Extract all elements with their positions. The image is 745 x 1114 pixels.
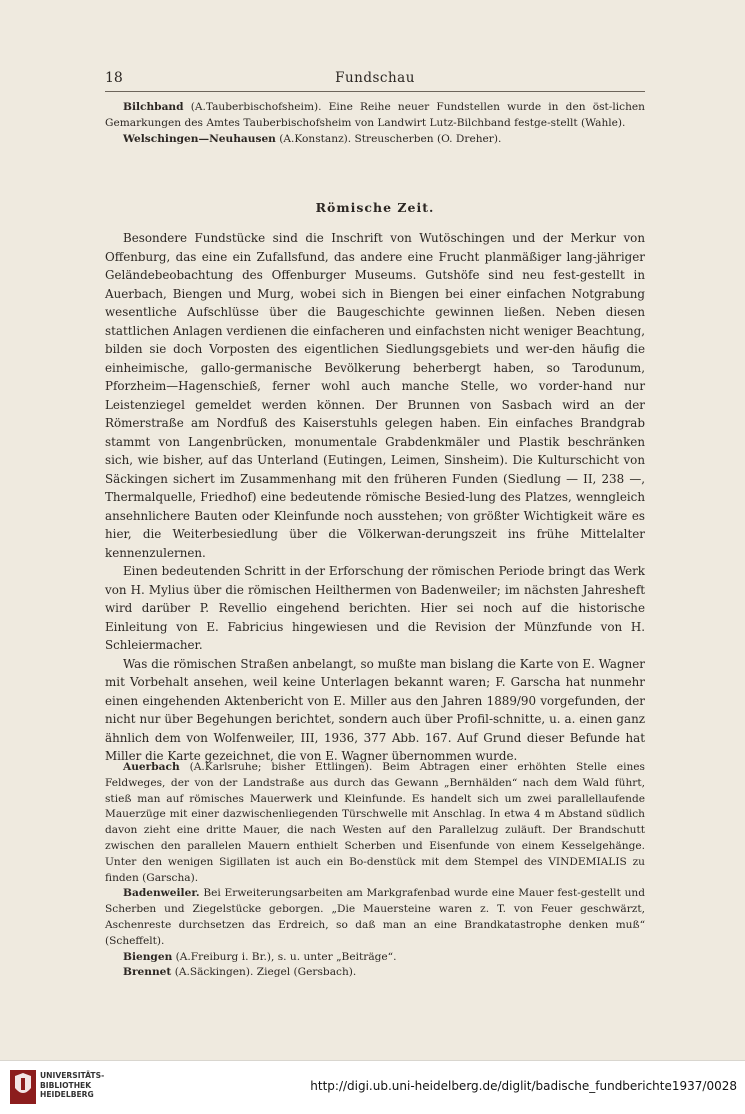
entry-badenweiler (105, 886, 645, 949)
paragraph: Einen bedeutenden Schritt in der Erforschung der römischen Periode bringt das Werk von H. Mylius über die römischen Heilthermen von Badenweiler; im nächsten Jahresheft wird darüber P. Revellio eingehend berichten. Hier sei noch auf die historische Einleitung von E. Fabricius hingewiesen und die Revision der Münzfunde von H. Schleiermacher. (105, 564, 645, 652)
viewer-footer (0, 1060, 745, 1114)
entry-place: Biengen (123, 950, 173, 963)
entry-place: Welschingen—Neuhausen (123, 132, 276, 145)
main-text (105, 229, 645, 766)
entry-text: (A.Konstanz). Streuscherben (O. Dreher). (275, 132, 502, 145)
header-rule (105, 91, 645, 92)
entry-place: Badenweiler. (123, 887, 200, 900)
entry-text: Bei Erweiterungsarbeiten am Markgrafenbad wurde eine Mauer fest-gestellt und Scherben und Ziegelstücke geborgen. „Die Mauersteine waren z. T. von Feuer geschwärzt, Aschenreste durchsetzen das Erdreich, so daß man an eine Brandkatastrophe denken muß“ (Scheffelt). (105, 887, 645, 947)
entry-brennet (105, 965, 645, 981)
page-header (105, 70, 645, 90)
entry-text: (A.Karlsruhe; bisher Ettlingen). Beim Abtragen einer erhöhten Stelle eines Feldweges, der von der Landstraße aus durch das Gewann „Bernhälden“ nach dem Wald führt, stieß man auf römisches Mauerwerk und Kleinfunde. Es handelt sich um zwei parallellaufende Mauerzüge mit einer dazwischenliegenden Türschwelle mit Anschlag. In etwa 4 m Abstand südlich davon zieht eine dritte Mauer, die nach Westen auf den Parallelzug zuläuft. Der Brandschutt zwischen den parallelen Mauern enthielt Scherben und Eisenfunde von einem Kesselgehänge. Unter den wenigen Sigillaten ist auch ein Bo-denstück mit dem Stempel des VINDEMIALIS zu finden (Garscha). (105, 761, 645, 884)
document-url[interactable]: http://digi.ub.uni-heidelberg.de/diglit/badische_fundberichte1937/0028 (310, 1079, 737, 1093)
entry-auerbach (105, 760, 645, 886)
entries-bottom (105, 760, 645, 981)
entry-text: (A.Säckingen). Ziegel (Gersbach). (171, 966, 357, 979)
entry-place: Auerbach (123, 761, 180, 773)
paragraph: Was die römischen Straßen anbelangt, so mußte man bislang die Karte von E. Wagner mit Vorbehalt ansehen, weil keine Unterlagen bekannt waren; F. Garscha hat nunmehr einen eingehenden Aktenbericht von E. Miller aus den Jahren 1889/90 vorgefunden, der nicht nur über Begehungen berichtet, sondern auch über Profil-schnitte, u. a. einen ganz ähnlich dem von Wolfenweiler, III, 1936, 377 Abb. 167. Auf Grund dieser Befunde hat Miller die Karte gezeichnet, die von E. Wagner übernommen wurde. (105, 656, 645, 763)
running-head: Fundschau (335, 70, 415, 86)
entries-top (105, 100, 645, 147)
section-title: Römische Zeit. (315, 200, 435, 215)
page-number: 18 (105, 70, 123, 86)
entry-place: Brennet (123, 966, 172, 979)
entry-text: (A.Freiburg i. Br.), s. u. unter „Beiträge“. (172, 950, 397, 963)
entry-place: Bilchband (123, 101, 184, 113)
library-logo-text: UNIVERSITÄTS- BIBLIOTHEK HEIDELBERG (40, 1071, 105, 1100)
entry-welschingen (105, 132, 645, 148)
library-logo-icon (10, 1070, 36, 1104)
entry-text: (A.Tauberbischofsheim). Eine Reihe neuer Fundstellen wurde in den öst-lichen Gemarkungen des Amtes Tauberbischofsheim von Landwirt Lutz-Bilchband festge-stellt (Wahle). (105, 101, 645, 129)
paragraph: Besondere Fundstücke sind die Inschrift von Wutöschingen und der Merkur von Offenburg, das eine ein Zufallsfund, das andere eine Frucht planmäßiger lang-jähriger Geländebeobachtung des Offenburger Museums. Gutshöfe sind neu fest-gestellt in Auerbach, Biengen und Murg, wobei sich in Biengen bei einer einfachen Notgrabung wesentliche Aufschlüsse über die Baugeschichte gewinnen ließen. Neben diesen stattlichen Anlagen verdienen die einfacheren und einfachsten nicht weniger Beachtung, bilden sie doch Vorposten des eigentlichen Siedlungsgebiets und wer-den häufig die einheimische, gallo-germanische Bevölkerung beherbergt haben, so Tarodunum, Pforzheim—Hagenschieß, ferner wohl auch manche Stelle, wo vorder-hand nur Leistenziegel gemeldet werden können. Der Brunnen von Sasbach wird an der Römerstraße am Nordfuß des Kaiserstuhls gelegen haben. Ein einfaches Brandgrab stammt von Langenbrücken, monumentale Grabdenkmäler und Plastik beschränken sich, wie bisher, auf das Unterland (Eutingen, Leimen, Sinsheim). Die Kulturschicht von Säckingen sichert im Zusammenhang mit den früheren Funden (Siedlung — II, 238 —, Thermalquelle, Friedhof) eine bedeutende römische Besied-lung des Platzes, wenngleich ansehnlichere Bauten oder Kleinfunde noch ausstehen; von größter Wichtigkeit wäre es hier, die Weiterbesiedlung über die Völkerwan-derungszeit ins frühe Mittelalter kennenzulernen. (105, 231, 645, 560)
entry-bilchband (105, 100, 645, 132)
entry-biengen (105, 950, 645, 966)
